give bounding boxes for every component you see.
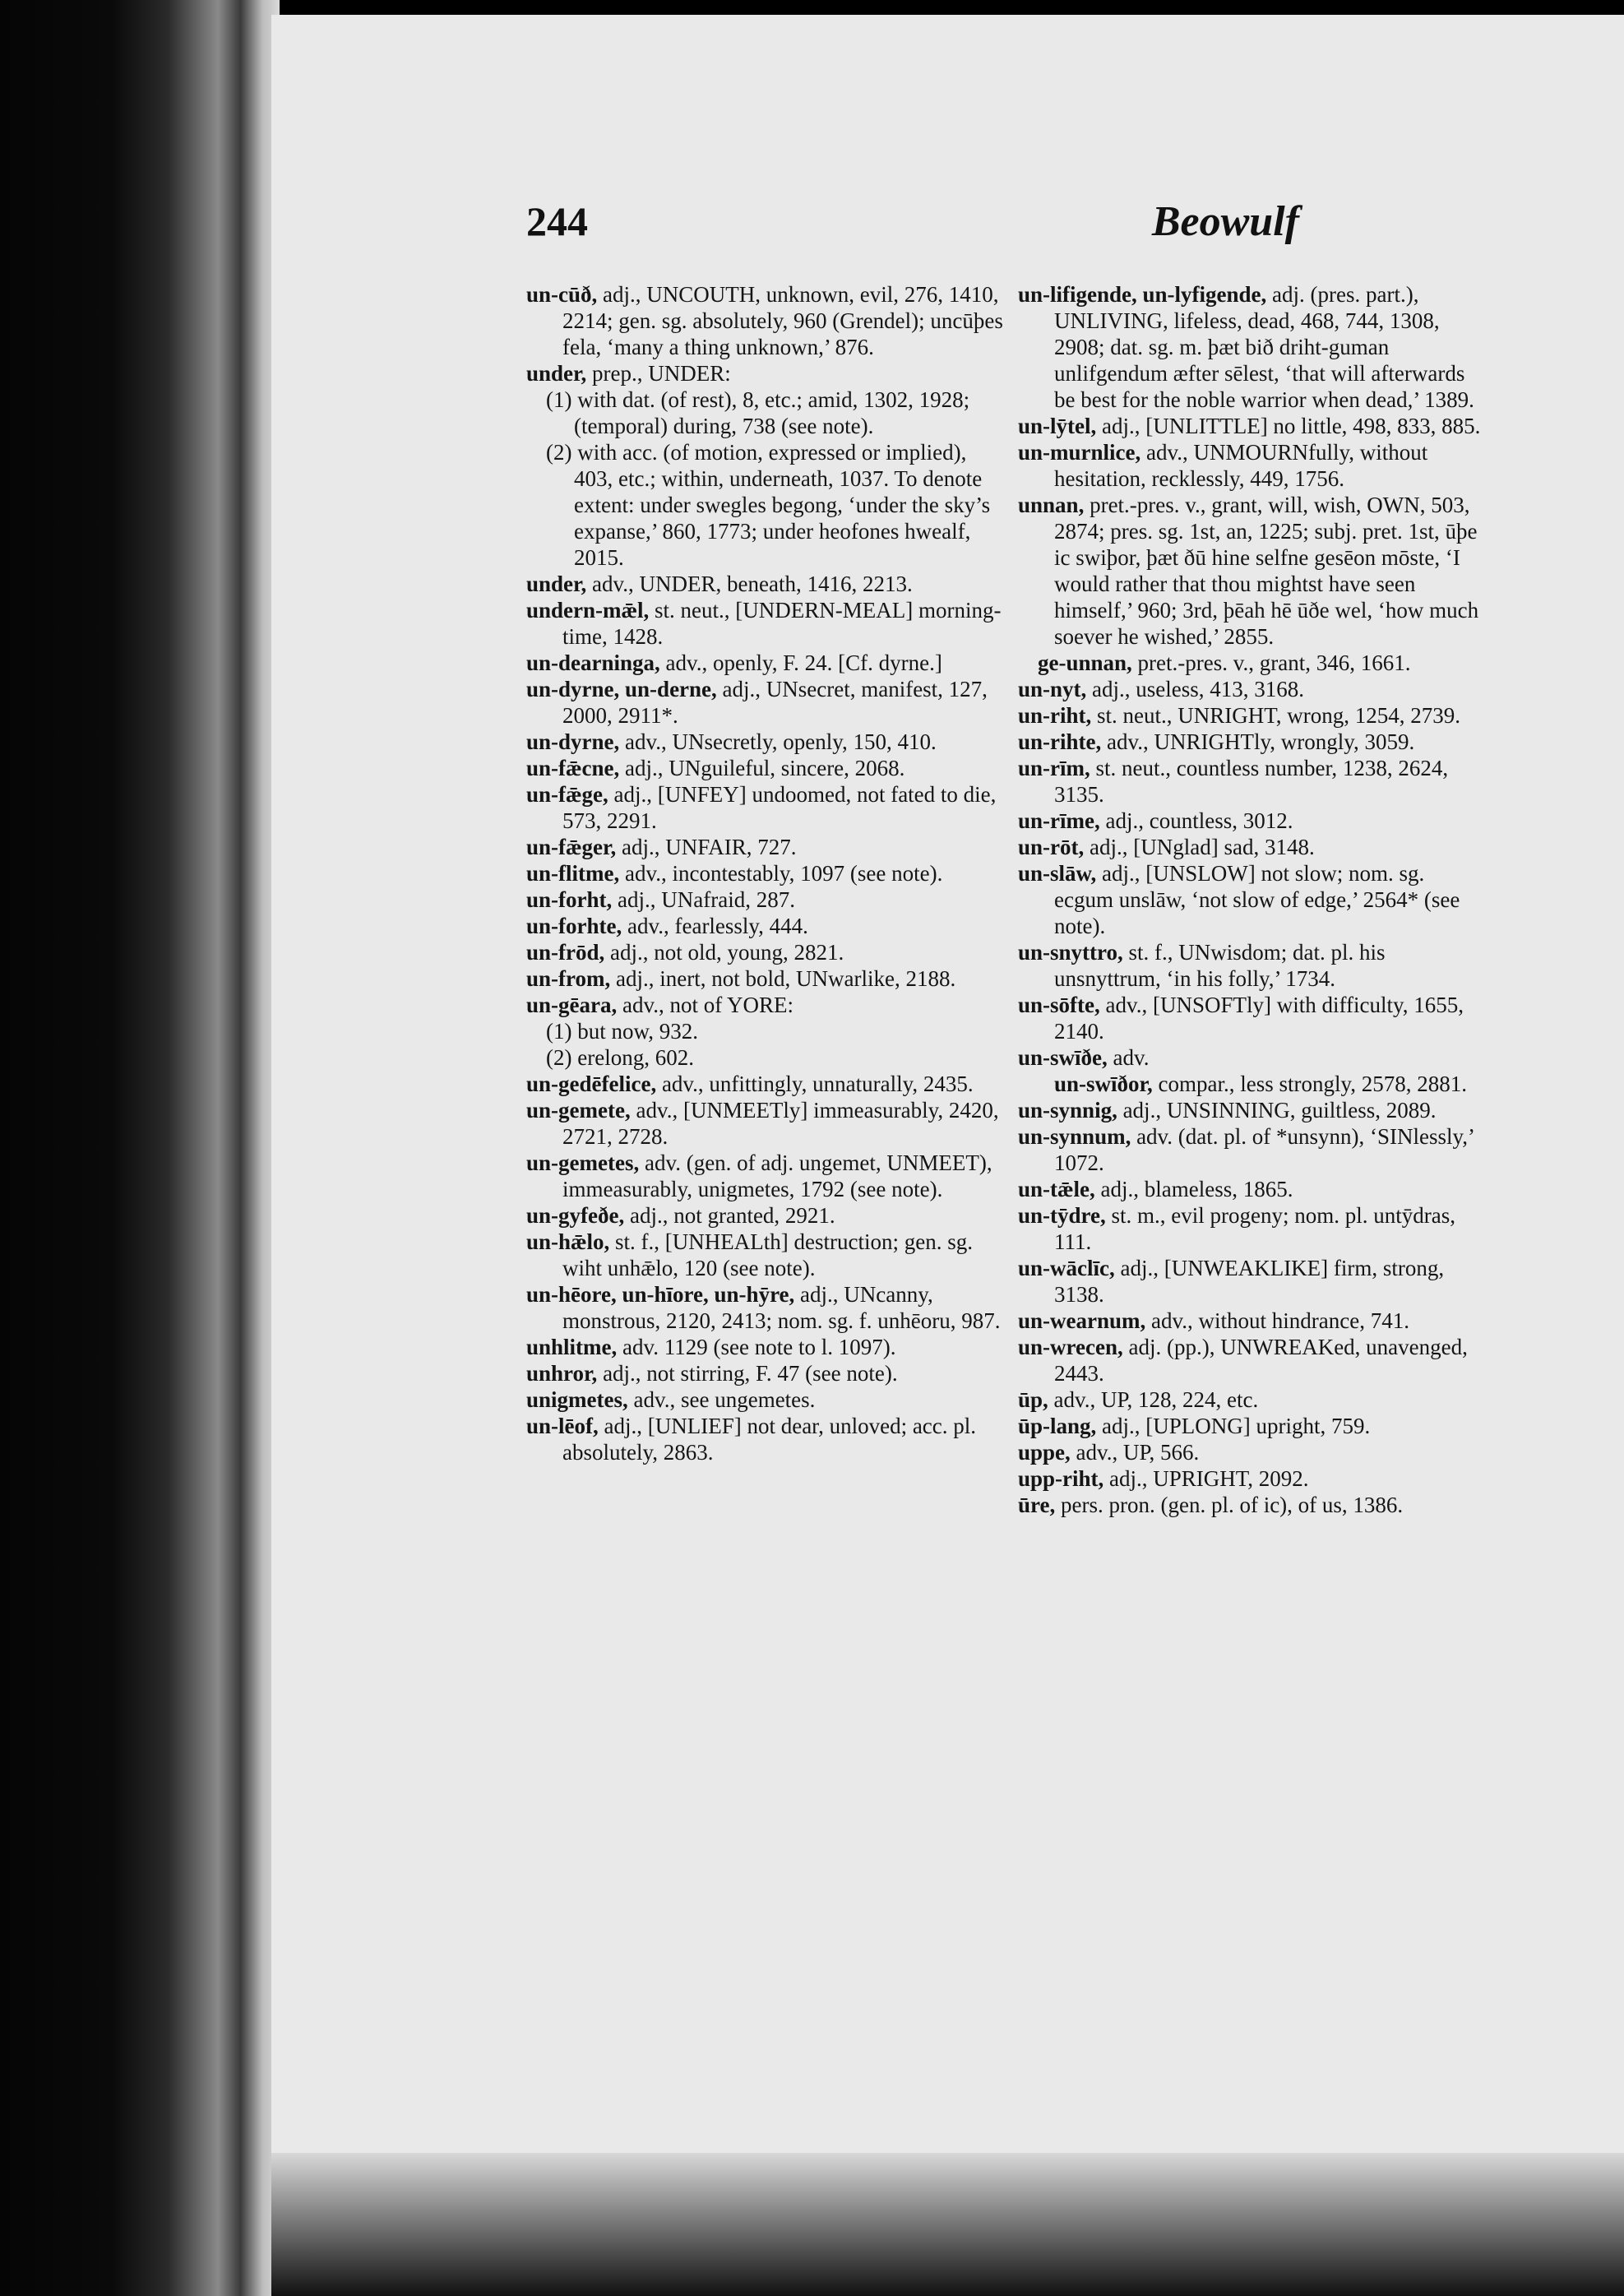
dictionary-entry [526, 1281, 1003, 1334]
dictionary-entry [1018, 650, 1483, 676]
dictionary-entry [1018, 992, 1483, 1044]
headword: un-synnig, [1018, 1098, 1117, 1123]
entry-text: st. neut., countless number, 1238, 2624, 3135. [1054, 756, 1449, 807]
entry-text: adj., not granted, 2921. [624, 1203, 835, 1228]
dictionary-entry [526, 650, 1003, 676]
headword: un-flitme, [526, 861, 620, 886]
entry-text: adv. [1107, 1045, 1150, 1070]
dictionary-entry [1018, 755, 1483, 808]
dictionary-entry [1018, 1386, 1483, 1413]
entry-text: adj., UPRIGHT, 2092. [1103, 1466, 1309, 1491]
headword: un-dyrne, [526, 729, 620, 754]
dictionary-entry [526, 439, 1003, 571]
headword: unigmetes, [526, 1387, 628, 1412]
dictionary-entry [526, 1018, 1003, 1044]
entry-text: adv. 1129 (see note to l. 1097). [617, 1335, 896, 1359]
dictionary-entry [1018, 439, 1483, 492]
dictionary-entry [1018, 1465, 1483, 1492]
dictionary-entry [526, 860, 1003, 886]
headword: un-lȳtel, [1018, 414, 1097, 438]
headword: ūp, [1018, 1387, 1048, 1412]
dictionary-entry [1018, 413, 1483, 439]
dictionary-entry [526, 729, 1003, 755]
entry-text: adv., incontestably, 1097 (see note). [619, 861, 943, 886]
entry-text: compar., less strongly, 2578, 2881. [1152, 1072, 1468, 1096]
headword: un-snyttro, [1018, 940, 1123, 965]
entry-text: prep., UNDER: [586, 361, 731, 386]
entry-text: adj., countless, 3012. [1099, 808, 1293, 833]
headword: un-rihte, [1018, 729, 1102, 754]
dictionary-entry [1018, 860, 1483, 939]
headword: un-swīðe, [1018, 1045, 1108, 1070]
left-column [526, 281, 1003, 1465]
entry-text: adj., UNSINNING, guiltless, 2089. [1117, 1098, 1437, 1123]
dictionary-entry [1018, 281, 1483, 413]
running-title: Beowulf [1151, 198, 1299, 245]
headword: un-riht, [1018, 703, 1092, 728]
right-column [1018, 281, 1483, 1518]
entry-text: adv., [UNSOFTly] with difficulty, 1655, 2140. [1054, 993, 1464, 1044]
dictionary-entry [1018, 1176, 1483, 1202]
dictionary-entry [526, 755, 1003, 781]
headword: un-gedēfelice, [526, 1072, 657, 1096]
entry-text: adj., UNafraid, 287. [612, 887, 795, 912]
dictionary-entry [1018, 1255, 1483, 1308]
entry-text: adv., [UNMEETly] immeasurably, 2420, 2721, 2728. [562, 1098, 999, 1149]
headword: unnan, [1018, 493, 1085, 517]
entry-text: (2) erelong, 602. [546, 1045, 694, 1070]
dictionary-entry [526, 886, 1003, 913]
entry-text: adj., UNsecret, manifest, 127, 2000, 2911*. [562, 677, 988, 728]
dictionary-entry [1018, 1097, 1483, 1123]
dictionary-entry [526, 281, 1003, 360]
headword: un-lifigende, un-lyfigende, [1018, 282, 1267, 307]
headword: un-tȳdre, [1018, 1203, 1106, 1228]
entry-text: adv., UNsecretly, openly, 150, 410. [619, 729, 937, 754]
headword: unhlitme, [526, 1335, 618, 1359]
dictionary-entry [1018, 834, 1483, 860]
headword: un-hēore, un-hīore, un-hȳre, [526, 1282, 795, 1307]
entry-text: adv., openly, F. 24. [Cf. dyrne.] [659, 650, 942, 675]
headword: un-wearnum, [1018, 1308, 1146, 1333]
page-header [526, 197, 1488, 263]
headword: un-forht, [526, 887, 613, 912]
dictionary-entry [1018, 676, 1483, 702]
entry-text: adv. (gen. of adj. ungemet, UNMEET), immeasurably, unigmetes, 1792 (see note). [562, 1150, 992, 1201]
entry-text: pers. pron. (gen. pl. of ic), of us, 1386. [1055, 1493, 1404, 1517]
dictionary-entry [526, 965, 1003, 992]
headword: un-dearninga, [526, 650, 660, 675]
entry-text: (1) but now, 932. [546, 1019, 698, 1044]
headword: un-gēara, [526, 993, 618, 1017]
entry-text: adv., fearlessly, 444. [622, 914, 808, 938]
dictionary-entry [526, 387, 1003, 439]
entry-text: adj., inert, not bold, UNwarlike, 2188. [610, 966, 956, 991]
entry-text: adv., not of YORE: [617, 993, 793, 1017]
entry-text: pret.-pres. v., grant, will, wish, OWN, 503, 2874; pres. sg. 1st, an, 1225; subj. pret. 1st, ūþe ic swiþor, þæt ðū hine selfne gesēon mōste, ‘I would rather that thou mightst have seen himself,’ 960; 3rd, þēah hē ūðe wel, ‘how much soever he wished,’ 2855. [1054, 493, 1479, 649]
entry-text: adj., not old, young, 2821. [604, 940, 844, 965]
headword: under, [526, 361, 587, 386]
dictionary-entry [526, 1044, 1003, 1071]
entry-text: adv., see ungemetes. [627, 1387, 816, 1412]
headword: un-rīme, [1018, 808, 1100, 833]
headword: un-forhte, [526, 914, 622, 938]
dictionary-entry [526, 1360, 1003, 1386]
headword: un-rīm, [1018, 756, 1090, 780]
entry-text: adj. (pp.), UNWREAKed, unavenged, 2443. [1054, 1335, 1468, 1386]
headword: upp-riht, [1018, 1466, 1104, 1491]
headword: un-frōd, [526, 940, 605, 965]
dictionary-entry [1018, 1202, 1483, 1255]
headword: un-fǣger, [526, 835, 617, 859]
headword: un-tǣle, [1018, 1177, 1095, 1201]
entry-text: adj., [UPLONG] upright, 759. [1096, 1414, 1371, 1438]
entry-text: adj., useless, 413, 3168. [1086, 677, 1305, 701]
headword: un-wāclīc, [1018, 1256, 1115, 1280]
entry-text: adv., UNDER, beneath, 1416, 2213. [586, 572, 913, 596]
headword: un-gemetes, [526, 1150, 640, 1175]
entry-text: pret.-pres. v., grant, 346, 1661. [1131, 650, 1411, 675]
entry-text: adj., [UNFEY] undoomed, not fated to die, 573, 2291. [562, 782, 997, 833]
dictionary-entry [526, 676, 1003, 729]
headword: un-synnum, [1018, 1124, 1131, 1149]
headword: ūre, [1018, 1493, 1056, 1517]
headword: under, [526, 572, 587, 596]
entry-text: adj., UNCOUTH, unknown, evil, 276, 1410, 2214; gen. sg. absolutely, 960 (Grendel); uncūþes fela, ‘many a thing unknown,’ 876. [562, 282, 1003, 359]
dictionary-entry [1018, 729, 1483, 755]
headword: un-fǣcne, [526, 756, 620, 780]
dictionary-entry [526, 992, 1003, 1018]
headword: ūp-lang, [1018, 1414, 1097, 1438]
dictionary-entry [1018, 1308, 1483, 1334]
dictionary-entry [526, 1097, 1003, 1150]
dictionary-entry [526, 1386, 1003, 1413]
headword: un-cūð, [526, 282, 598, 307]
dictionary-entry [526, 1202, 1003, 1229]
entry-text: adj., blameless, 1865. [1094, 1177, 1293, 1201]
dictionary-entry [526, 1229, 1003, 1281]
dictionary-entry [526, 1413, 1003, 1465]
entry-text: adj. (pres. part.), UNLIVING, lifeless, dead, 468, 744, 1308, 2908; dat. sg. m. þæt bið driht-guman unlifgendum æfter sēlest, ‘that will afterwards be best for the noble warrior when dead,’ 1389. [1054, 282, 1474, 412]
entry-text: adv., UP, 566. [1070, 1440, 1200, 1465]
headword: undern-mǣl, [526, 598, 650, 623]
entry-text: adj., [UNglad] sad, 3148. [1084, 835, 1315, 859]
headword: un-gyfeðe, [526, 1203, 625, 1228]
entry-text: adj., UNFAIR, 727. [616, 835, 797, 859]
dictionary-entry [1018, 702, 1483, 729]
headword: un-nyt, [1018, 677, 1087, 701]
headword: un-slāw, [1018, 861, 1097, 886]
entry-text: st. neut., UNRIGHT, wrong, 1254, 2739. [1091, 703, 1460, 728]
dictionary-entry [526, 834, 1003, 860]
dictionary-entry [526, 571, 1003, 597]
dictionary-entry [526, 939, 1003, 965]
headword: un-murnlice, [1018, 440, 1141, 465]
entry-text: adj., [UNSLOW] not slow; nom. sg. ecgum unslāw, ‘not slow of edge,’ 2564* (see note). [1054, 861, 1460, 938]
entry-text: (2) with acc. (of motion, expressed or implied), 403, etc.; within, underneath, 1037. To denote extent: under swegles begong, ‘under the sky’s expanse,’ 860, 1773; under heofones hwealf, 2015. [546, 440, 991, 570]
book-spine-edge [0, 0, 280, 2296]
dictionary-entry [1018, 1071, 1483, 1097]
dictionary-entry [1018, 1334, 1483, 1386]
entry-text: adv., UNRIGHTly, wrongly, 3059. [1101, 729, 1415, 754]
page-number: 244 [526, 198, 588, 244]
entry-text: (1) with dat. (of rest), 8, etc.; amid, 1302, 1928; (temporal) during, 738 (see note). [546, 387, 970, 438]
headword: ge-unnan, [1038, 650, 1132, 675]
entry-text: adv., UNMOURNfully, without hesitation, recklessly, 449, 1756. [1054, 440, 1428, 491]
entry-text: adj., UNcanny, monstrous, 2120, 2413; nom. sg. f. unhēoru, 987. [562, 1282, 1001, 1333]
dictionary-entry [1018, 808, 1483, 834]
entry-text: adv., unfittingly, unnaturally, 2435. [656, 1072, 974, 1096]
dictionary-entry [526, 1334, 1003, 1360]
headword: un-sōfte, [1018, 993, 1100, 1017]
entry-text: adv., UP, 128, 224, etc. [1048, 1387, 1259, 1412]
headword: un-from, [526, 966, 611, 991]
entry-text: adj., [UNLIEF] not dear, unloved; acc. pl. absolutely, 2863. [562, 1414, 977, 1465]
dictionary-entry [526, 1150, 1003, 1202]
entry-text: adv. (dat. pl. of *unsynn), ‘SINlessly,’ 1072. [1054, 1124, 1474, 1175]
headword: un-hǣlo, [526, 1229, 610, 1254]
entry-text: adv., without hindrance, 741. [1145, 1308, 1409, 1333]
dictionary-entry [526, 360, 1003, 387]
entry-text: st. neut., [UNDERN-MEAL] morning-time, 1428. [562, 598, 1002, 649]
headword: unhror, [526, 1361, 598, 1386]
entry-text: adj., [UNLITTLE] no little, 498, 833, 885. [1096, 414, 1481, 438]
headword: uppe, [1018, 1440, 1071, 1465]
dictionary-entry [1018, 1492, 1483, 1518]
headword: un-rōt, [1018, 835, 1085, 859]
dictionary-entry [526, 781, 1003, 834]
entry-text: adj., [UNWEAKLIKE] firm, strong, 3138. [1054, 1256, 1445, 1307]
dictionary-entry [1018, 492, 1483, 650]
headword: un-dyrne, un-derne, [526, 677, 717, 701]
entry-text: adj., not stirring, F. 47 (see note). [597, 1361, 898, 1386]
dictionary-entry [1018, 1439, 1483, 1465]
headword: un-fǣge, [526, 782, 608, 807]
page-bottom-shadow [271, 2153, 1624, 2296]
entry-text: st. m., evil progeny; nom. pl. untȳdras, 111. [1054, 1203, 1455, 1254]
dictionary-entry [526, 1071, 1003, 1097]
dictionary-entry [1018, 1413, 1483, 1439]
dictionary-entry [526, 913, 1003, 939]
dictionary-entry [1018, 1044, 1483, 1071]
headword: un-lēof, [526, 1414, 599, 1438]
dictionary-entry [1018, 939, 1483, 992]
headword: un-wrecen, [1018, 1335, 1123, 1359]
entry-text: st. f., UNwisdom; dat. pl. his unsnyttrum, ‘in his folly,’ 1734. [1054, 940, 1386, 991]
entry-text: adj., UNguileful, sincere, 2068. [619, 756, 905, 780]
headword: un-swīðor, [1054, 1072, 1153, 1096]
headword: un-gemete, [526, 1098, 631, 1123]
entry-text: st. f., [UNHEALth] destruction; gen. sg. wiht unhǣlo, 120 (see note). [562, 1229, 973, 1280]
dictionary-entry [1018, 1123, 1483, 1176]
dictionary-entry [526, 597, 1003, 650]
